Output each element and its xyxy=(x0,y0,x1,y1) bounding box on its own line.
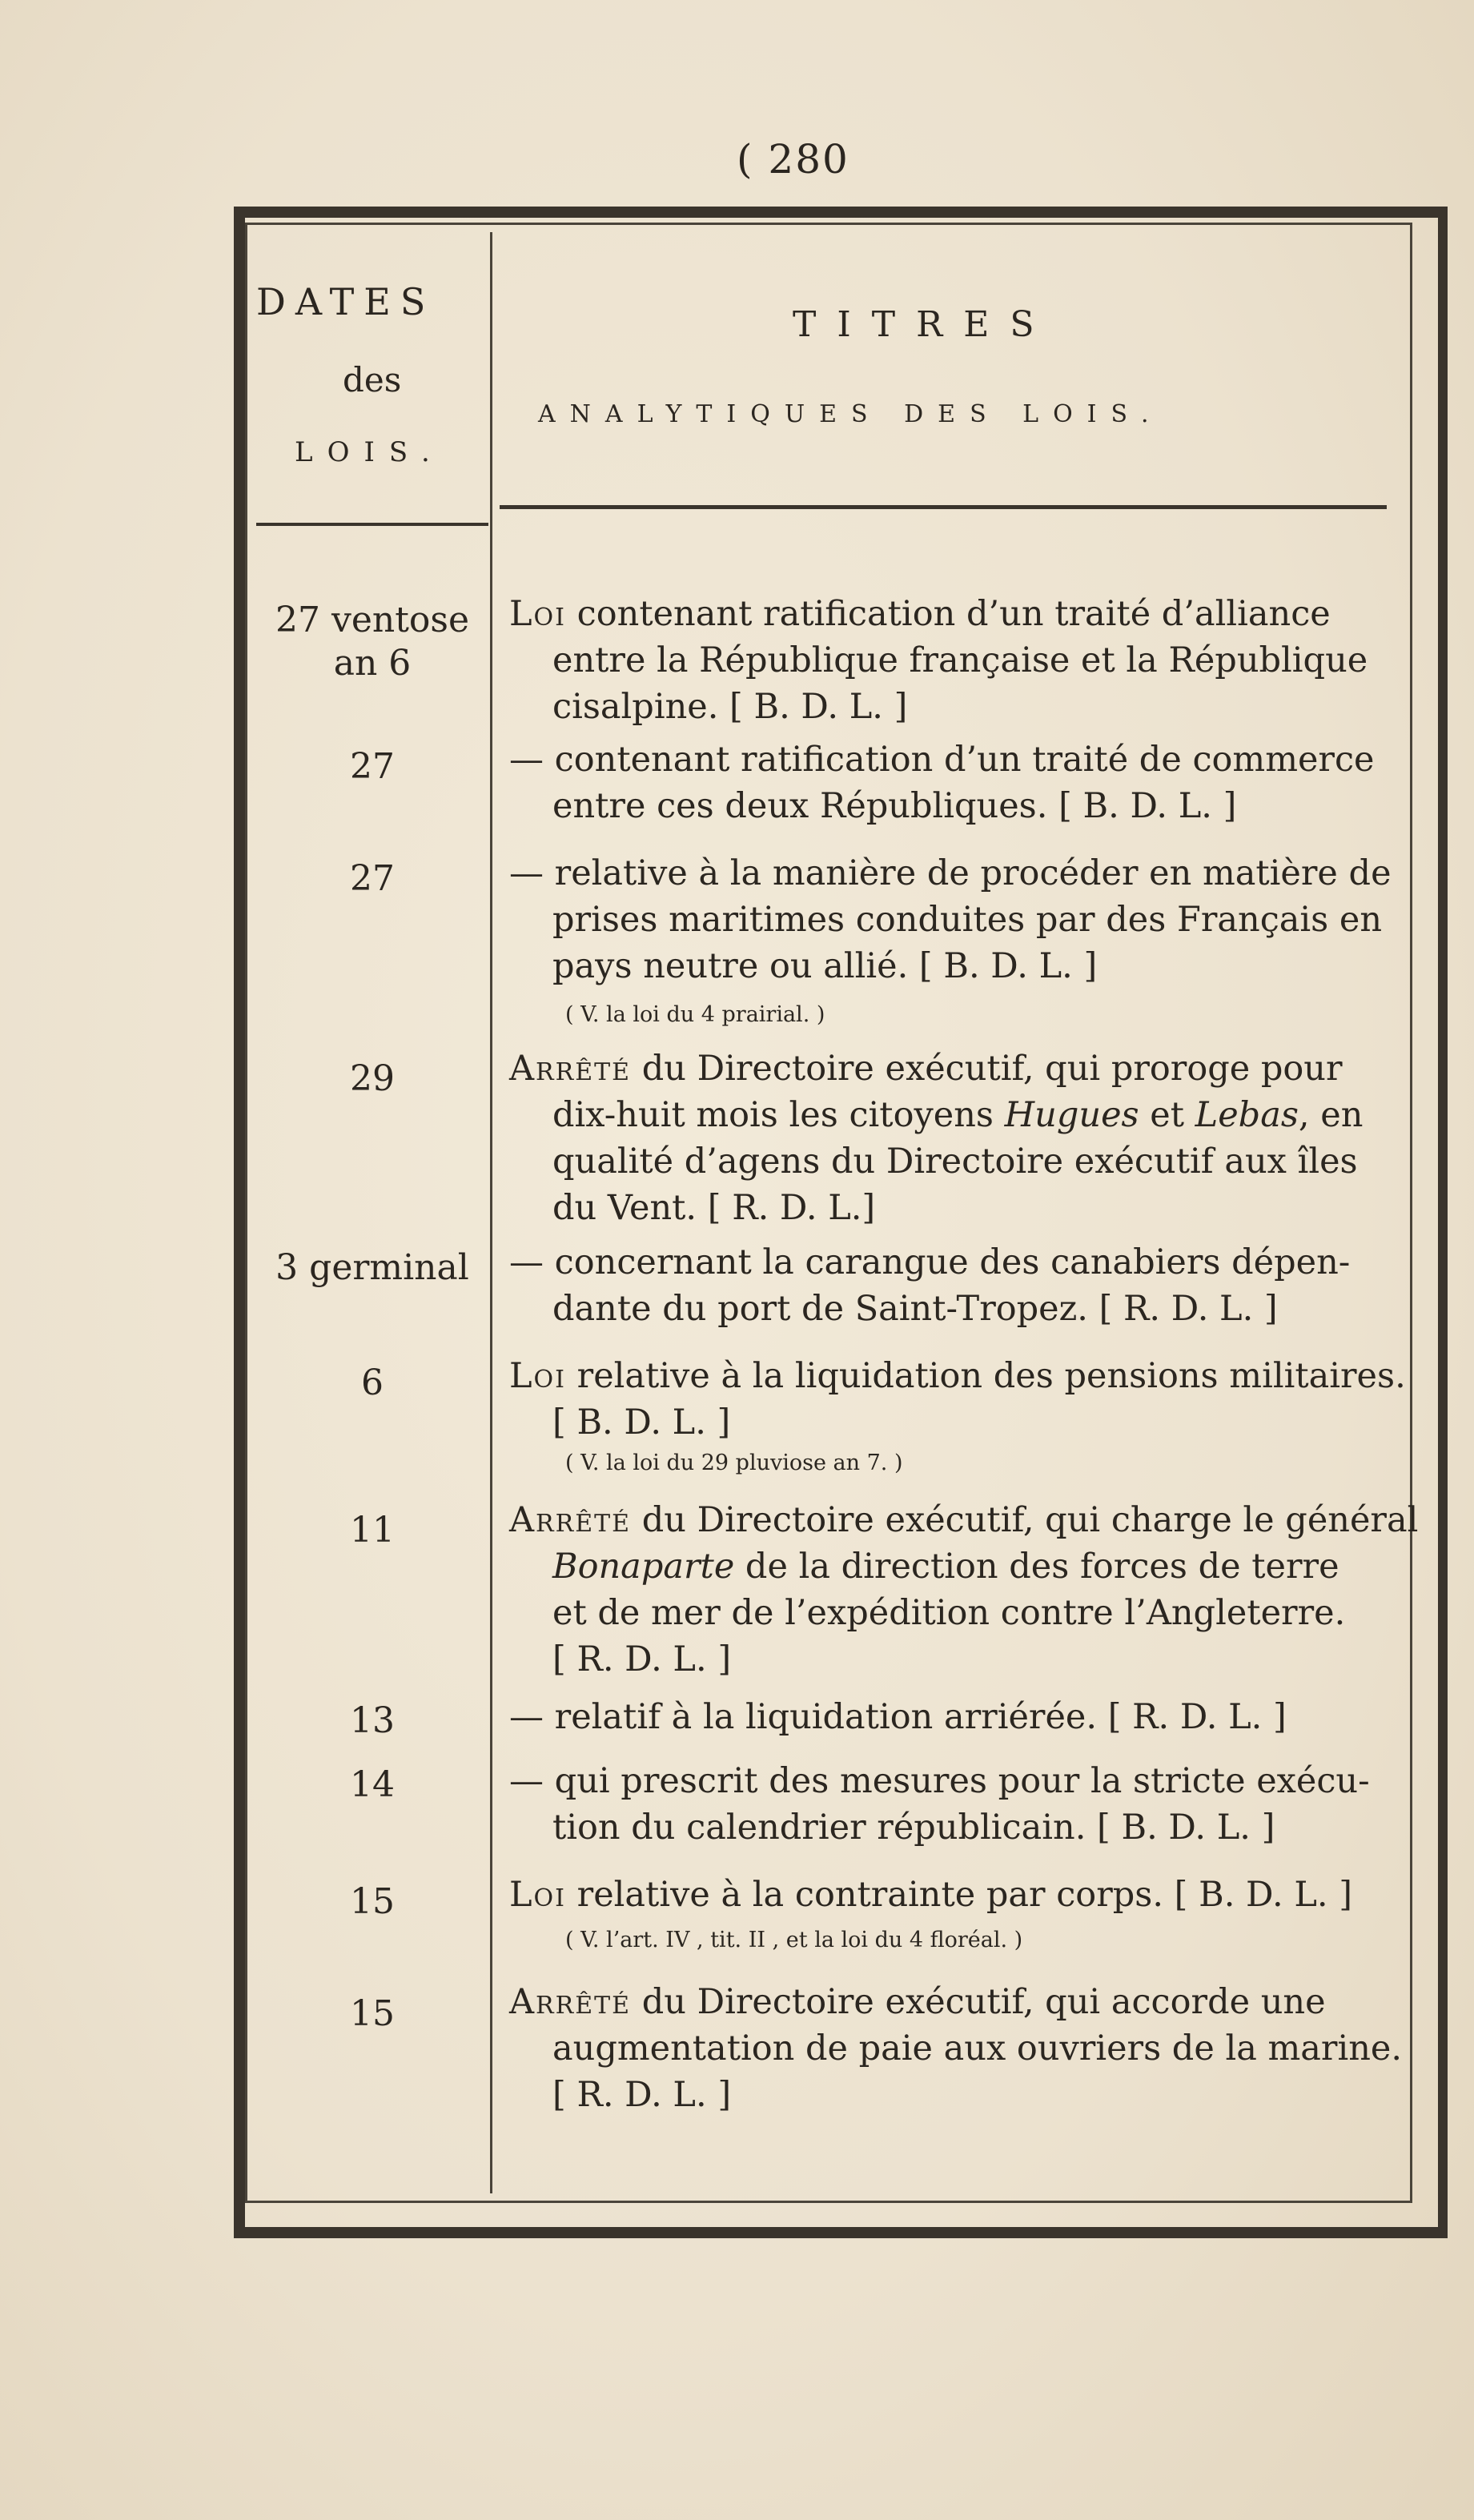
entry-line: et xyxy=(1150,1095,1184,1135)
person-name: Lebas xyxy=(1195,1095,1299,1135)
entry-text xyxy=(509,736,1390,829)
header-titres: TITRES xyxy=(793,304,1055,345)
entry-text xyxy=(509,1353,1406,1446)
header-dates: DATES xyxy=(256,280,436,323)
entry-line: du Vent. [ R. D. L.] xyxy=(552,1188,876,1228)
entry-date: 29 xyxy=(350,1058,395,1099)
entry-text xyxy=(509,850,1390,989)
entry-keyword: Arrêté xyxy=(509,1982,632,2022)
entry-date: 11 xyxy=(350,1510,395,1551)
page-number: ( 280 xyxy=(737,136,849,183)
entry-date: 15 xyxy=(350,1993,395,2034)
entry-date: 13 xyxy=(350,1700,395,1741)
person-name: Hugues xyxy=(1004,1095,1139,1135)
entry-date: 3 germinal xyxy=(275,1247,469,1288)
entry-date: 15 xyxy=(350,1881,395,1922)
entry-line: [ R. D. L. ] xyxy=(552,2075,732,2115)
entry-text xyxy=(509,1694,1390,1740)
entry-line: augmentation de paie aux ouvriers de la marine. xyxy=(552,2028,1403,2069)
header-des: des xyxy=(343,360,402,399)
date-line: 27 ventose xyxy=(275,600,469,640)
entry-line: — qui prescrit des mesures pour la stricte exécu- xyxy=(509,1761,1370,1801)
person-name: Bonaparte xyxy=(552,1547,735,1587)
entry-date: 6 xyxy=(361,1362,384,1403)
entry-line: cisalpine. [ B. D. L. ] xyxy=(552,687,908,727)
entry-date xyxy=(256,599,488,685)
entry-date: 27 xyxy=(350,858,395,899)
entry-line: pays neutre ou allié. [ B. D. L. ] xyxy=(552,946,1098,986)
entry-line: [ R. D. L. ] xyxy=(552,1639,732,1679)
entry-text xyxy=(509,1979,1403,2118)
entry-keyword: Arrêté xyxy=(509,1049,632,1089)
entry-line: qualité d’agens du Directoire exécutif aux îles xyxy=(552,1142,1358,1182)
entry-keyword: Loi xyxy=(509,1875,566,1915)
entry-text xyxy=(509,591,1390,730)
entry-keyword: Loi xyxy=(509,1356,566,1396)
header-lois: LOIS. xyxy=(295,436,444,468)
entry-line: du Directoire exécutif, qui charge le général xyxy=(631,1500,1419,1540)
entry-line: relative à la contrainte par corps. [ B. D. L. ] xyxy=(566,1875,1353,1915)
entry-keyword: Arrêté xyxy=(509,1500,632,1540)
date-line: an 6 xyxy=(333,643,412,684)
header-rule-right xyxy=(500,505,1387,509)
entry-keyword: Loi xyxy=(509,594,566,634)
entry-line: du Directoire exécutif, qui accorde une xyxy=(631,1982,1326,2022)
entry-line: entre ces deux Républiques. [ B. D. L. ] xyxy=(552,786,1237,826)
entry-line: — concernant la carangue des canabiers dépen- xyxy=(509,1242,1351,1282)
entry-line: et de mer de l’expédition contre l’Angleterre. xyxy=(552,1593,1346,1633)
entry-line: — relatif à la liquidation arriérée. [ R. D. L. ] xyxy=(509,1697,1287,1737)
entry-line: du Directoire exécutif, qui proroge pour xyxy=(631,1049,1343,1089)
entry-text xyxy=(509,1497,1419,1683)
entry-line: dix-huit mois les citoyens xyxy=(552,1095,1005,1135)
entry-line: tion du calendrier républicain. [ B. D. L. ] xyxy=(552,1808,1275,1848)
header-rule-left xyxy=(256,523,488,526)
entry-line: prises maritimes conduites par des Français en xyxy=(552,900,1383,940)
entry-line: — contenant ratification d’un traité de commerce xyxy=(509,740,1375,780)
entry-line: , en xyxy=(1298,1095,1364,1135)
entry-line: — relative à la manière de procéder en matière de xyxy=(509,853,1392,893)
entry-line: entre la République française et la République xyxy=(552,640,1368,680)
entry-line: contenant ratification d’un traité d’alliance xyxy=(566,594,1331,634)
entry-line: de la direction des forces de terre xyxy=(734,1547,1339,1587)
entry-text xyxy=(509,1239,1390,1332)
entry-text xyxy=(509,1045,1390,1231)
entry-line: [ B. D. L. ] xyxy=(552,1402,731,1443)
entry-text xyxy=(509,1872,1390,1918)
column-divider xyxy=(490,232,492,2193)
entry-line: relative à la liquidation des pensions militaires. xyxy=(566,1356,1406,1396)
header-analytiques: ANALYTIQUES DES LOIS. xyxy=(538,400,1163,428)
entry-date: 14 xyxy=(350,1764,395,1805)
entry-note: ( V. l’art. IV , tit. II , et la loi du 4 floréal. ) xyxy=(565,1928,1023,1952)
entry-note: ( V. la loi du 4 prairial. ) xyxy=(565,1002,825,1027)
entry-note: ( V. la loi du 29 pluviose an 7. ) xyxy=(565,1451,903,1475)
entry-text xyxy=(509,1758,1390,1851)
entry-date: 27 xyxy=(350,746,395,787)
entry-line: dante du port de Saint-Tropez. [ R. D. L. ] xyxy=(552,1289,1278,1329)
